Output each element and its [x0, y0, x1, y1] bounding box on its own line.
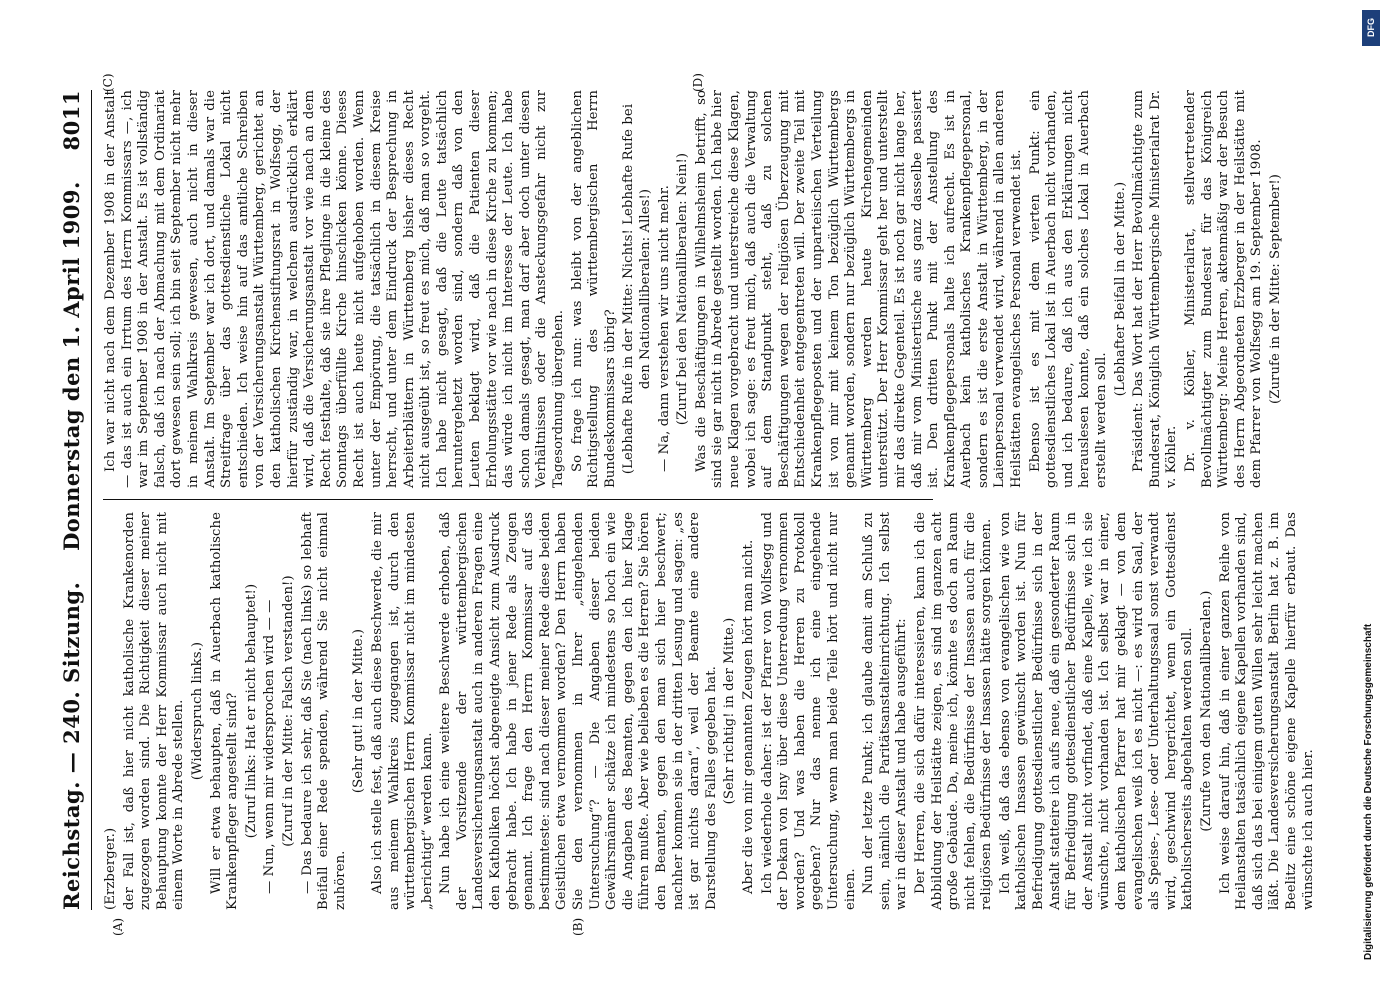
paragraph: — Nun, wenn mir widersprochen wird — — [262, 599, 278, 894]
interjection: (Widerspruch links.) [189, 641, 205, 781]
right-column [103, 90, 1287, 488]
speaker-label: (Erzberger.) [103, 827, 118, 910]
rotated-page [51, 50, 1331, 950]
left-column [103, 512, 1319, 910]
paragraph: Ich weiß, daß das ebenso von evangelischen wie von katholischen Insassen gewünscht worden ist. Nun für Befriedigung gottesdienstlicher Bedürfnisse sich in der Anstalt statteire ich aufs neue, daß ein gesonderter Raum für Befriedigung gottesdienstlicher Bedürfnisse sich in der Anstalt nicht vorfindet, daß eine Kapelle, wie ich sie wünschte, nicht vorhanden ist. Ich selbst war in einer, dem katholischen Pfarrer hat mir geklagt — von dem evangelischen weiß ich es nicht —: es wird ein Saal, der als Speise-, Lese- oder Unterhaltungssaal sonst verwandt wird, geschwind hergerichtet, wenn ein Gottesdienst katholischerseits abgehalten werden soll. [997, 512, 1196, 910]
digitization-note: Digitalisierung gefördert durch die Deutsche Forschungsgemeinschaft [1363, 623, 1374, 960]
interjection: (Zurufe in der Mitte: September!) [1267, 173, 1283, 405]
interjection: (Zuruf bei den Nationalliberalen: Nein!) [675, 152, 691, 426]
paragraph: Ich weise darauf hin, daß in einer ganzen Reihe von Heilanstalten tatsächlich eigene Kapellen vorhanden sind, daß sich das bei einigem guten Willen sehr leicht machen läßt. Die Landesversicherungsanstalt Berlin hat z. B. im Beelitz eine schöne eigene Kapelle hierfür erbaut. Das wünschte ich auch hier. [1217, 512, 1316, 910]
paragraph: Was die Beschäftigungen in Wilhelmsheim betrifft, so sind sie gar nicht in Abrede gestellt worden. Ich habe hier neue Klagen vorgebracht und unterstreiche diese Klagen, wobei ich sage: es freut mich, daß auch die Verwaltung auf dem Standpunkt steht, daß zu solchen Beschäftigungen wegen der religiösen Überzeugung mit Entschiedenheit entgegentreten will. Der zweite Teil mit Krankenpflegeposten und der unparteiischen Verteilung ist von mir mit keinem Ton bezüglich Württembergs genannt worden, sondern nur bezüglich Württembergs in Württemberg werden heute Kirchengemeinden unterstützt. Der Herr Kommissar geht her und unterstellt mir das direkte Gegenteil. Es ist noch gar nicht lange her, daß mir vom Ministertische aus ganz dasselbe passiert ist. Den dritten Punkt mit der Anstellung des Krankenpflegepersonals halte ich aufrecht. Es ist in Auerbach kein katholisches Krankenpflegepersonal, sondern es ist die erste Anstalt in Württemberg, in der Laienpersonal verwendet wird, während in allen anderen Heilstätten evangelisches Personal verwendet ist. [693, 90, 1025, 488]
president-statement: Präsident: Das Wort hat der Herr Bevollmächtigte zum Bundesrat, Königlich Württembergische Ministerialrat Dr. v. Köhler. [1131, 90, 1180, 488]
paragraph: So frage ich nun: was bleibt von der angeblichen Richtigstellung des württembergischen Herrn Bundeskommissars übrig? [569, 90, 618, 488]
paragraph: Also ich stelle fest, daß auch diese Beschwerde, die mir aus meinem Wahlkreis zugegangen ist, durch den württembergischen Herrn Kommissar nicht im mindesten „berichtigt“ werden kann. [369, 512, 435, 910]
interjection: (Zuruf links: Hat er nicht behauptet!) [243, 583, 259, 839]
interjection: (Sehr richtig! in der Mitte.) [722, 617, 738, 805]
header-date: Donnerstag den 1. April 1909. [58, 181, 84, 551]
interjection: (Zurufe von den Nationalliberalen.) [1199, 590, 1214, 832]
interjection: (Zuruf in der Mitte: Falsch verstanden!) [280, 575, 296, 847]
paragraph: Will er etwa behaupten, daß in Auerbach katholische Krankenpfleger angestellt sind? [208, 512, 241, 910]
margin-marker-d: (D) [691, 73, 705, 92]
paragraph: Nun der letzte Punkt; ich glaube damit am Schluß zu sein, nämlich die Paritätsanstalteinrichtung. Ich selbst war in dieser Anstalt und habe ausgeführt: [861, 512, 910, 910]
interjection: (Sehr gut! in der Mitte.) [351, 628, 367, 794]
paragraph: — Na, dann verstehen wir uns nicht mehr. [656, 185, 672, 472]
paragraph: Nun habe ich eine weitere Beschwerde erhoben, daß der Vorsitzende der württembergischen Landesversicherungsanstalt auch in anderen Fragen eine den Katholiken höchst abgeneigte Ansicht zum Ausdruck gebracht habe. Ich habe in jener Rede als Zeugen genannt. Ich frage den Herrn Kommissar auf das bestimmteste: sind nach dieser meiner Rede diese beiden Geistlichen etwa vernommen worden? Den Herrn haben Sie den vernommen in Ihrer „eingehenden Untersuchung“? — Die Angaben dieser beiden Gewährsmänner schätze ich mindestens so hoch ein wie die Angaben des Beamten, gegen den ich hier Klage führen mußte. Aber wie belieben es die Herren? Sie hören den Beamten, gegen den man sich hier beschwert; nachher kommen sie in der dritten Lesung und sagen: „es ist gar nichts daran“, weil der Beamte eine andere Darstellung des Falles gegeben hat. [438, 512, 719, 910]
header-left: Reichstag. — 240. Sitzung. [58, 581, 84, 910]
interjection: (Lebhafter Beifall in der Mitte.) [1112, 181, 1128, 397]
column-divider [103, 499, 933, 500]
page-header [51, 90, 92, 910]
paragraph: Ebenso ist es mit dem vierten Punkt: ein gottesdienstliches Lokal ist in Auerbach nicht vorhanden, und ich bedaure, daß ich aus den Erklärungen nicht herauslesen konnte, daß ein solches Lokal in Auerbach erstellt werden soll. [1027, 90, 1110, 488]
paragraph: Aber die von mir genannten Zeugen hört man nicht. [740, 539, 756, 894]
paragraph: Der Herren, die sich dafür interessieren, kann ich die Abbildung der Heilstätte zeigen, es sind im ganzen acht große Gebäude. Da, meine ich, könnte es doch an Raum nicht fehlen, die Bedürfnisse der Insassen auch für die religiösen Bedürfnisse der Insassen hätte sorgen können. [912, 512, 995, 910]
margin-marker-c: (C) [101, 73, 115, 92]
margin-marker-b: (B) [571, 917, 585, 936]
paragraph: Ich wiederhole daher: ist der Pfarrer von Wolfsegg und der Dekan von Isny über diese Unterredung vernommen worden? Und was haben die Herren zu Protokoll gegeben? Nur das nenne ich eine eingehende Untersuchung, wenn man beide Teile hört und nicht nur einen. [759, 512, 858, 910]
paragraph: — Das bedaure ich sehr, daß Sie (nach links) so lebhaft Beifall einer Rede spenden, während Sie nicht einmal zuhören. [299, 512, 348, 910]
interjection: (Lebhafte Rufe in der Mitte: Nichts! Lebhafte Rufe bei den Nationalliberalen: Alles!) [621, 103, 653, 475]
paragraph: der Fall ist, daß hier nicht katholische Krankenorden zugezogen worden sind. Die Richtigkeit dieser meiner Behauptung konnte der Herr Kommissar auch nicht mit einem Worte in Abrede stellen. [121, 512, 187, 910]
margin-marker-a: (A) [111, 917, 125, 936]
dfg-logo: DFG [1362, 10, 1380, 46]
page-number: 8011 [58, 90, 84, 151]
paragraph: Ich war nicht nach dem Dezember 1908 in der Anstalt — das ist auch ein Irrtum des Herrn Kommissars —, ich war im September 1908 in der Anstalt. Es ist vollständig falsch, daß ich nach der Abmachung mit dem Ordinariat dort gewesen sein soll; ich bin seit September nicht mehr in meinem Wahlkreis gewesen, auch nicht in dieser Anstalt. Im September war ich dort, und damals war die Streitfrage über das gottesdienstliche Lokal nicht entschieden. Ich weise hin auf das amtliche Schreiben von der Versicherungsanstalt Württemberg, gerichtet an den katholischen Kirchenstiftungsrat in Wolfsegg, der hierfür zuständig war, in welchem ausdrücklich erklärt wird, daß die Versicherungsanstalt vor wie nach an dem Recht festhalte, daß sie ihre Pfleglinge in die kleine des Sonntags überfüllte Kirche hinschicken könne. Dieses Recht ist auch heute nicht aufgehoben worden. Wenn unter der Empörung, die tatsächlich in diesem Kreise herrscht, und unter dem Eindruck der Besprechung in Arbeiterblättern in Württemberg bisher dieses Recht nicht ausgeübt ist, so freut es mich, daß man so vorgeht. Ich habe nicht gesagt, daß die Leute tatsächlich heruntergehetzt worden sind, sondern daß von den Leuten beklagt wird, daß die Patienten dieser Erholungsstätte vor wie nach in diese Kirche zu kommen; das würde ich nicht im Interesse der Leute. Ich habe schon damals gesagt, man darf aber doch unter diesen Verhältnissen oder die Ansteckungsgefahr nicht zur Tagesordnung übergehen. [103, 90, 567, 488]
paragraph: Dr. v. Köhler, Ministerialrat, stellvertretender Bevollmächtigter zum Bundesrat für das Königreich Württemberg: Meine Herren, aktenmäßig war der Besuch des Herrn Abgeordneten Erzberger in der Heilstätte mit dem Pfarrer von Wolfsegg am 19. September 1908. [1183, 90, 1265, 488]
